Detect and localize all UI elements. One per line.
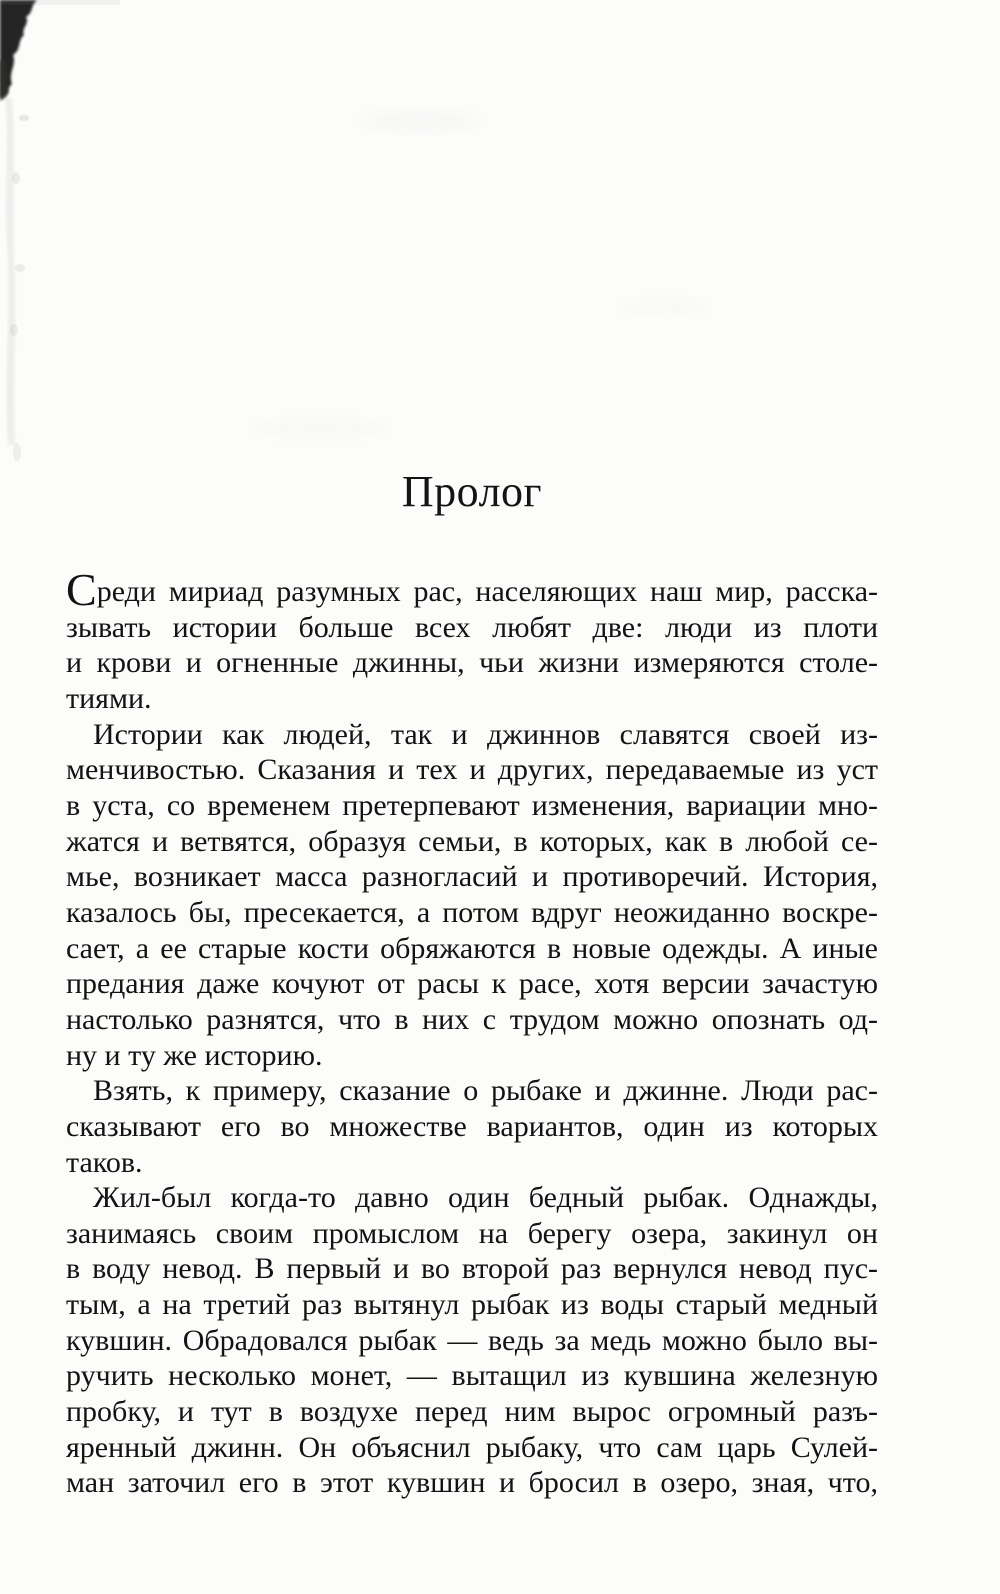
text-line: таков. (66, 1145, 143, 1179)
text-line: яренный джинн. Он объяснил рыбаку, что сам царь Сулей- (66, 1430, 878, 1464)
text-line: занимаясь своим промыслом на берегу озера, закинул он (66, 1216, 878, 1250)
text-line: сказывают его во множестве вариантов, один из которых (66, 1109, 878, 1143)
text-line-rest: реди мириад разумных рас, населяющих наш мир, расска- (96, 575, 878, 608)
text-block (66, 564, 878, 1501)
scan-smudge-icon (0, 0, 130, 520)
paragraph (66, 1073, 878, 1180)
text-line: кувшин. Обрадовался рыбак — ведь за медь можно было вы- (66, 1323, 878, 1357)
text-line: казалось бы, пресекается, а потом вдруг неожиданно воскре- (66, 895, 878, 929)
text-line: ну и ту же историю. (66, 1038, 323, 1072)
text-line: менчивостью. Сказания и тех и других, передаваемые из уст (66, 753, 878, 787)
text-line: в уста, со временем претерпевают изменения, вариации мно- (66, 788, 878, 822)
text-line: и крови и огненные джинны, чьи жизни измеряются столе- (66, 646, 878, 680)
text-line: тиями. (66, 681, 152, 715)
text-line: сает, а ее старые кости обряжаются в новые одежды. А иные (66, 931, 878, 965)
text-line: Истории как людей, так и джиннов славятся своей из- (93, 717, 878, 751)
text-line: в воду невод. В первый и во второй раз вернулся невод пус- (66, 1252, 878, 1286)
text-line: мье, возникает масса разногласий и противоречий. История, (66, 860, 878, 894)
text-line: ман заточил его в этот кувшин и бросил в озеро, зная, что, (66, 1466, 878, 1500)
paragraph (66, 564, 878, 717)
bleed-through-spot (250, 420, 390, 436)
bleed-through-spot (620, 300, 710, 314)
text-line (66, 564, 878, 615)
text-line: предания даже кочуют от расы к расе, хотя версии зачастую (66, 967, 878, 1001)
text-line: пробку, и тут в воздухе перед ним вырос огромный разъ- (66, 1395, 878, 1429)
text-line: тым, а на третий раз вытянул рыбак из воды старый медный (66, 1288, 878, 1322)
paragraph (66, 1180, 878, 1501)
text-line: жатся и ветвятся, образуя семьи, в которых, как в любой се- (66, 824, 878, 858)
bleed-through-spot (360, 112, 480, 130)
text-line: Жил-был когда-то давно один бедный рыбак. Однажды, (93, 1181, 878, 1215)
chapter-title: Пролог (401, 467, 543, 516)
initial-capital: С (66, 564, 97, 615)
text-line: ручить несколько монет, — вытащил из кувшина железную (66, 1359, 878, 1393)
text-line: зывать истории больше всех любят две: люди из плоти (66, 610, 878, 644)
paragraph (66, 717, 878, 1074)
text-line: настолько разнятся, что в них с трудом можно опознать од- (66, 1002, 878, 1036)
text-line: Взять, к примеру, сказание о рыбаке и джинне. Люди рас- (93, 1074, 878, 1108)
